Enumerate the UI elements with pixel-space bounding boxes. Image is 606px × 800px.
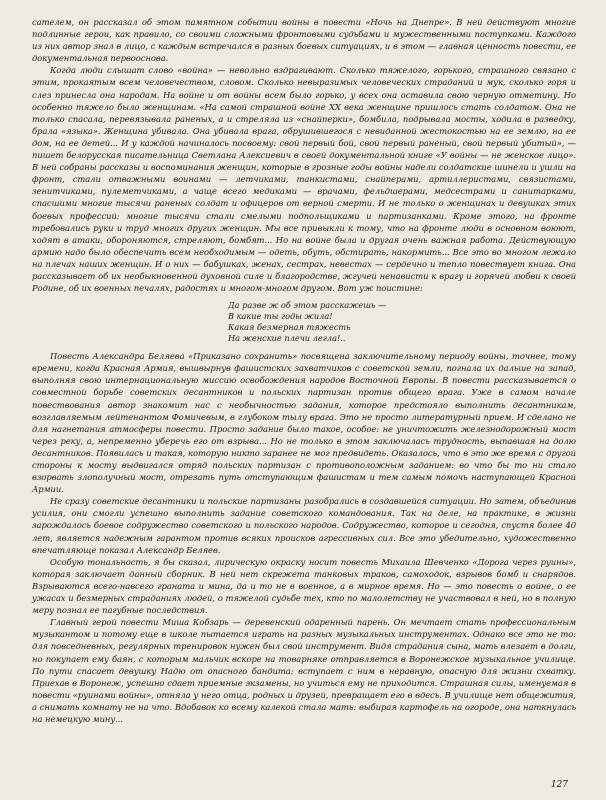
paragraph: Не сразу советские десантники и польские партизаны разобрались в создавшейся ситуации. Но затем, объединив усилия, они смогли успешно выполнить задание советского командования. Так на деле, на практике, в жизни зарождалось боевое содружество советского и польского народов. Содружество, которое и сегодня, спустя более 40 лет, является надежным гарантом против всяких происков агрессивных сил. Все это убедительно, художественно впечатляюще показал Александр Беляев. <box>32 496 576 555</box>
poem-line: Да разве ж об этом расскажешь — <box>228 300 387 311</box>
paragraph: Особую тональность, я бы сказал, лирическую окраску носит повесть Михаила Шевченко «Дорога через руины», которая заключает данный сборник. В ней нет скрежета танковых траков, самоходок, взрывов бомб и снарядов. Взрываются всего-навсего граната и мина, да и то не в военное, а в мирное время. Но — это повесть о войне, о ее ужасах и безмерных страданиях людей, о тяжелой судьбе тех, кто по малолетству не участвовал в ней, но в полную меру познал ее пагубные последствия. <box>32 556 576 616</box>
poem-line: Какая безмерная тяжесть <box>228 322 351 333</box>
paragraph: Когда люди слышат слово «война» — невольно вздрагивают. Сколько тяжелого, горького, страшного связано с этим, прокаятым всем человечеством, словом. Сколько невыразимых человеческих страданий и мук, сколько горя и слез принесла она народам. На войне и от войны всем было горько, у всех она оставила свою черную отметину. Но особенно тяжело было женщинам. «На самой страшной войне XX века женщине пришлось стать солдатом. Она не только спасала, перевязывала раненых, а и стреляла из «снайперки», бомбила, подрывала мосты, ходила в разведку, брала «языка». Женщина убивала. Она убивала врага, обрушившегося с невиданной жестокостью на ее землю, на ее дом, на ее детей... И у каждой начиналось посвоему: свой первый бой, свой первый раненый, свой первый убитый», — пишет белорусская писательница Светлана Алексиевич в своей документальной книге «У войны — не женское лицо». В ней собраны рассказы и воспоминания женщин, которые в грозные годы войны надели солдатские шинели и ушли на фронт, стали отважными воинами — летчиками, танкистами, снайперами, артиллеристами, связистами, зенитчиками, пулеметчиками, а чаще всего медиками — врачами, фельдшерами, медсестрами и санитарками, спасшими многие тысячи раненых солдат и офицеров от верной смерти. И не только о женщинах и девушках этих боевых профессий: многие тысячи стали смелыми подпольщиками и партизанками. Кроме этого, на фронте требовались руки и труд многих других женщин. Мы все привыкли к тому, что на фронте люди в основном воюют, ходят в атаки, обороняются, стреляют, бомбят... Но на войне была и другая очень важная работа. Действующую армию надо было обеспечить всем необходимым — одеть, обуть, обстирать, накормить... Все это во многом лежало на плечах наших женщин. И о них — бабушках, женах, сестрах, невестах — сердечно и тепло повествует книга. Она рассказывает об их необыкновенной духовной силе и благородстве, жгучей ненависти к врагу и горячей любви к своей Родине, об их военных печалях, радостях и многом-многом другом. Вот уж поистине: <box>32 65 576 294</box>
page-number: 127 <box>550 780 568 790</box>
paragraph: Повесть Александра Беляева «Приказано сохранить» посвящена заключительному периоду войны, точнее, тому времени, когда Красная Армия, вышвырнув фашистских захватчиков с советской земли, погнала их дальше на запад, выполняя свою интернациональную миссию освобождения народов Восточной Европы. В повести рассказывается о совместной борьбе советских десантников и польских партизан против общего врага. Уже в самом начале повествования автор знакомит нас с необычностью задания, которое предстояло выполнить десантникам, возглавляемым лейтенантом Фомичевым, в глубоком тылу врага. Это не просто литературный прием. И сделано не для нагнетания атмосферы повести. Просто задание было такое, особое: не уничтожить железнодорожный мост через реку, а, непременно уберечь его от взрыва... Но не только в этом заключалась трудность, выпавшая на долю десантников. Появилась и такая, которую никто заранее не мог предвидеть. Оказалось, что в это же время с другой стороны к мосту выдвигался отряд польских партизан с противоположным заданием: во что бы то ни стало взорвать злополучный мост, отрезать путь отступающим фашистам и тем самым помочь наступающей Красной Армии. <box>32 351 576 495</box>
poem-line: В какие ты годы жила! <box>228 311 333 322</box>
poem-line: На женские плечи легла!.. <box>228 333 346 344</box>
poem-quote <box>228 300 576 344</box>
paragraph: Главный герой повести Миша Кобзарь — деревенский одаренный парень. Он мечтает стать профессиональным музыкантом и потому еще в школе пытается играть на разных музыкальных инструментах. Однако все это не то: для повседневных, регулярных тренировок нужен был свой инструмент. Видя страдания сына, мать влезает в долги, но покупает ему баян, с которым мальчик вскоре на товарняке отправляется в Воронежское музыкальное училище. По пути спасает девушку Надю от опасного бандита: вступает с ним в неравную, опасную для жизни схватку. Приехав в Воронеж, успешно сдает приемные экзамены, но учиться ему не приходится. Страшная силы, именуемая в повести «руинами войны», отняла у него отца, родных и друзей, превращает его в вдесь. В училище нет общежития, а снимать комнату не на что. Вдобавок ко всему калекой стала мать: выбирая картофель на огороде, она наткнулась на немецкую мину... <box>32 617 576 724</box>
article-body <box>32 16 576 725</box>
paragraph: сателем, он рассказал об этом памятном событии войны в повести «Ночь на Днепре». В ней действуют многие подлинные герои, как правило, со своими сложными фронтовыми судьбами и мужественными поступками. Каждого из них автор знал в лицо, с каждым встречался в разных боевых ситуациях, и в этом — главная ценность повести, ее документальная первооснова. <box>32 17 576 64</box>
